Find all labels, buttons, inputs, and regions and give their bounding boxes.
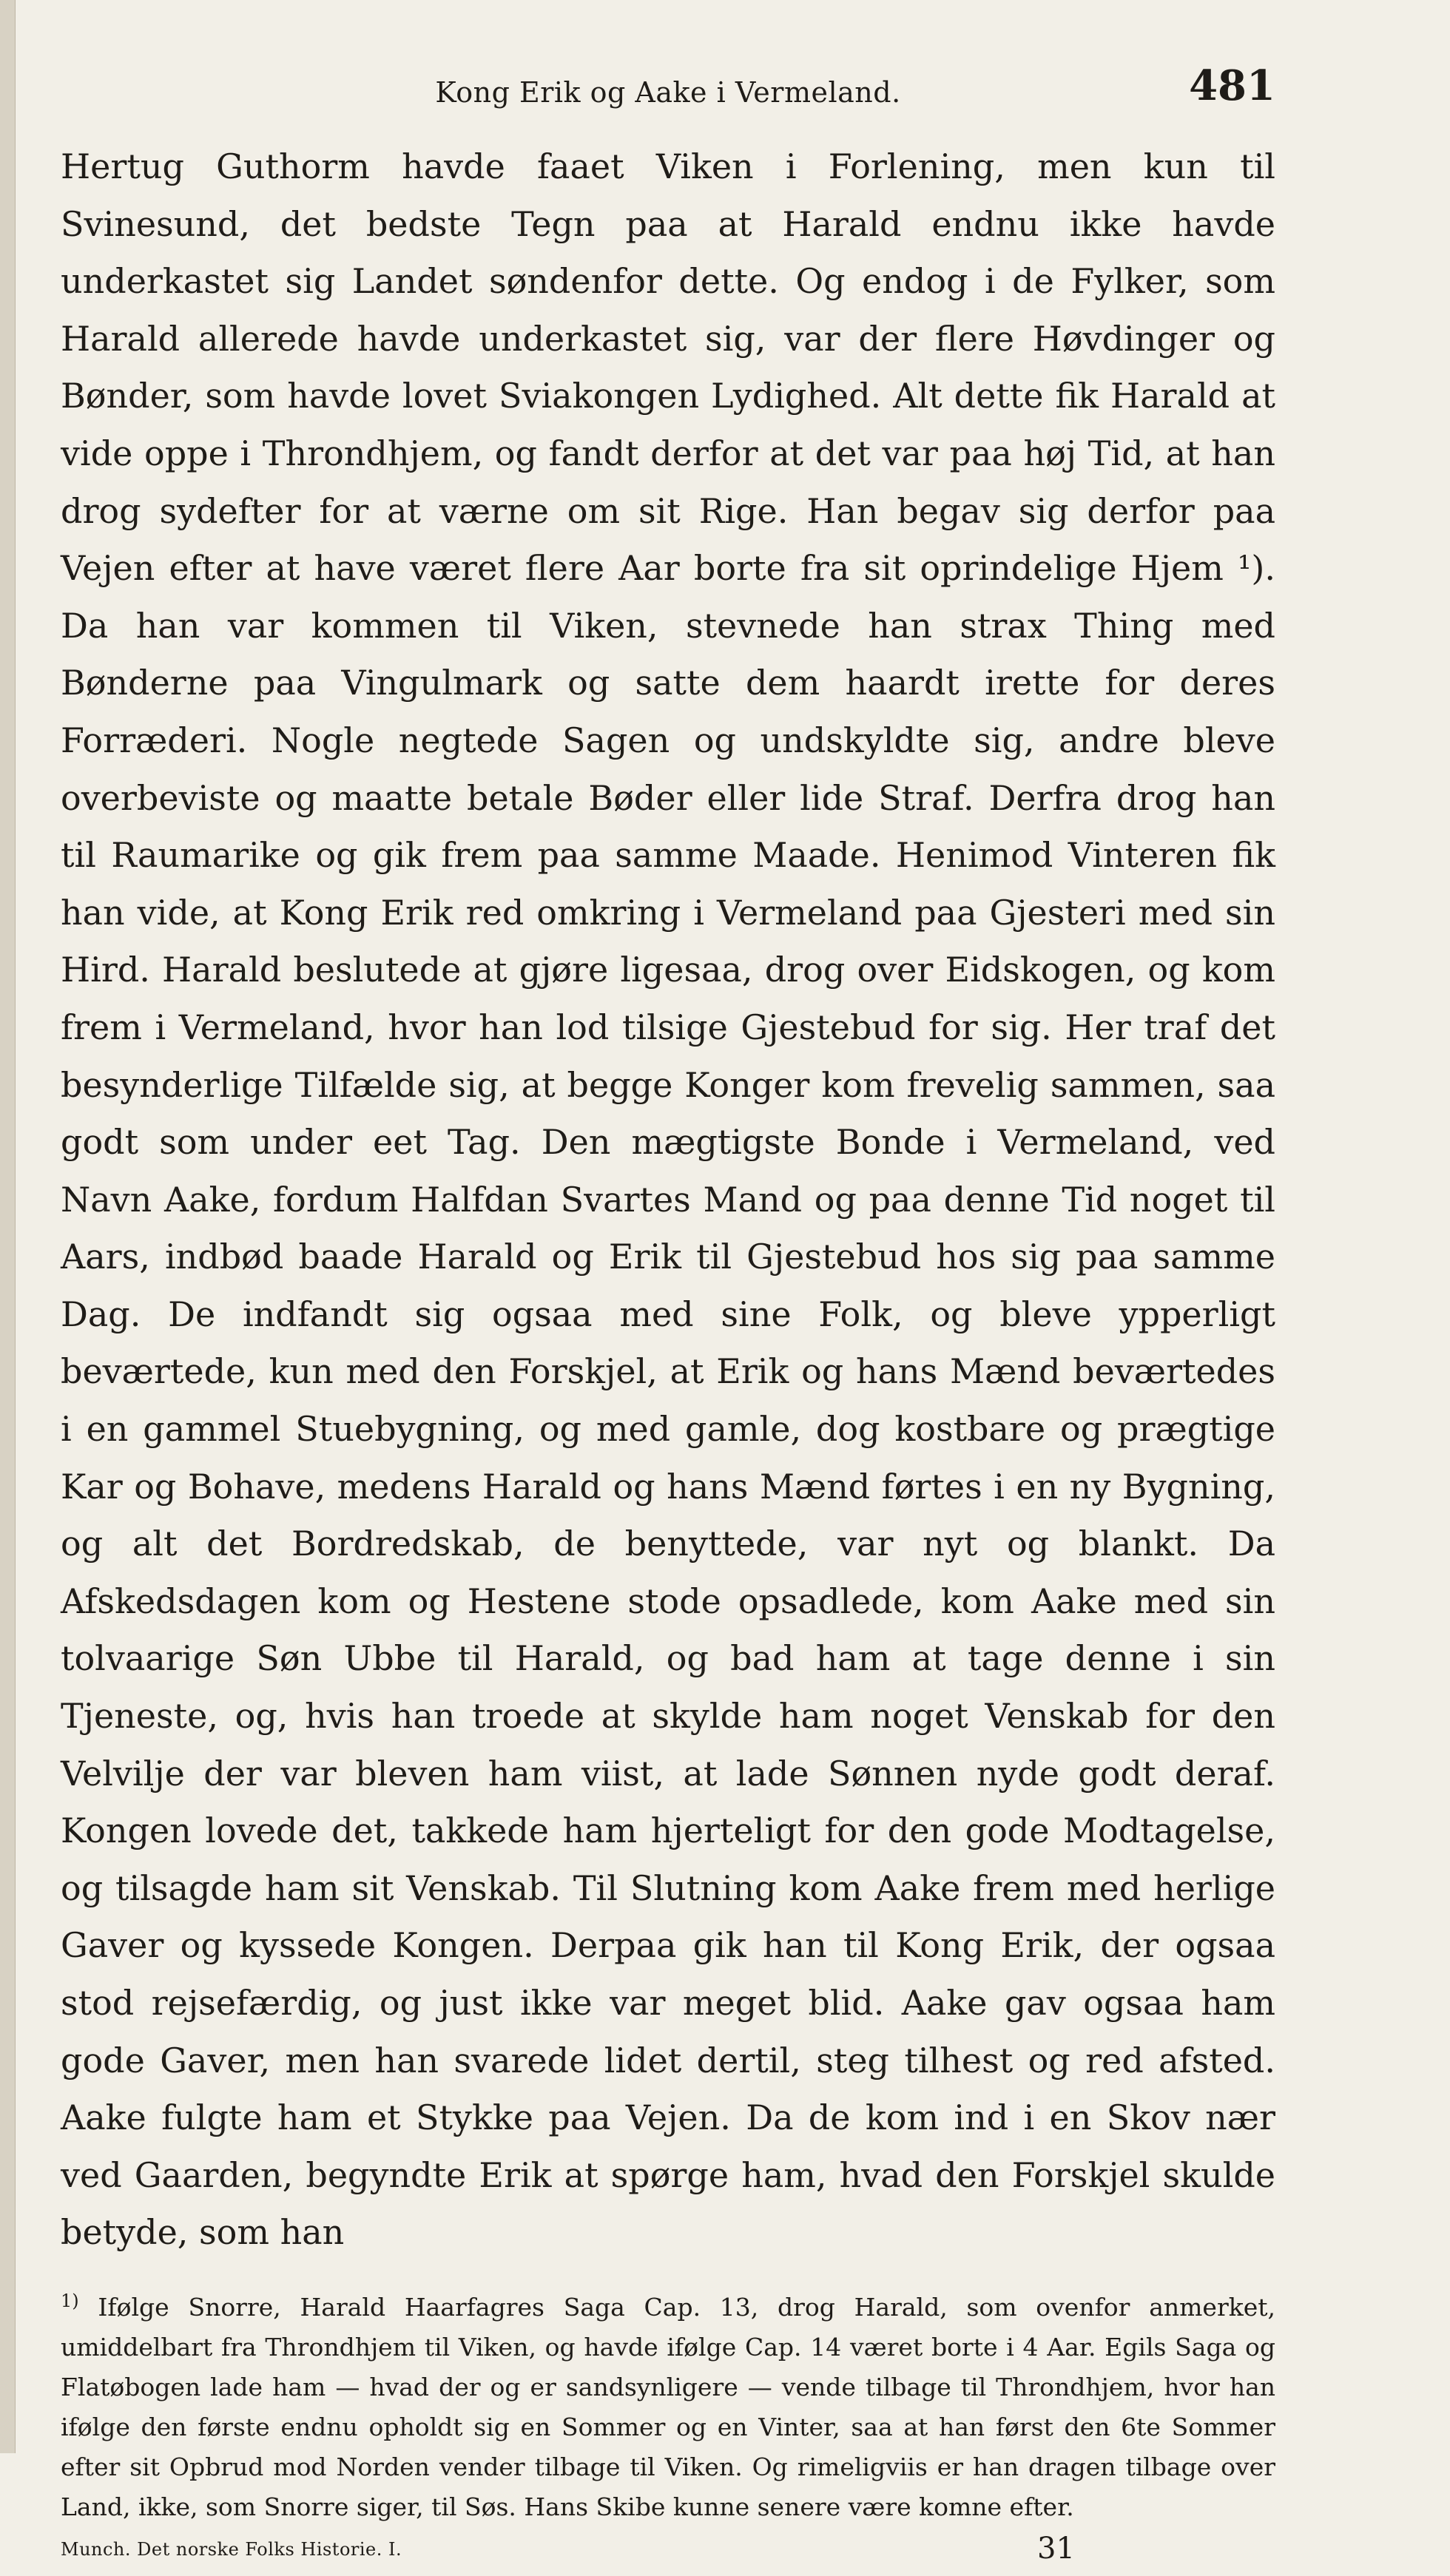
- footnote-marker: 1): [61, 2290, 79, 2311]
- sheet-number: 31: [1037, 2531, 1075, 2566]
- printer-signature: Munch. Det norske Folks Historie. I.: [61, 2538, 402, 2560]
- footnotes: [61, 2281, 1275, 2527]
- book-page: [61, 55, 1275, 2576]
- footnote: [61, 2281, 1275, 2527]
- page-number: 481: [1189, 61, 1275, 110]
- page-binding-edge: [0, 0, 16, 2453]
- page-header: [61, 55, 1275, 122]
- main-text: [61, 138, 1275, 2262]
- body-paragraph: Hertug Guthorm havde faaet Viken i Forlening, men kun til Svinesund, det bedste Tegn paa at Harald endnu ikke havde underkastet sig Landet søndenfor dette. Og endog i de Fylker, som Harald allerede havde underkastet sig, var der flere Høvdinger og Bønder, som havde lovet Sviakongen Lydighed. Alt dette fik Harald at vide oppe i Throndhjem, og fandt derfor at det var paa høj Tid, at han drog sydefter for at værne om sit Rige. Han begav sig derfor paa Vejen efter at have været flere Aar borte fra sit oprindelige Hjem ¹). Da han var kommen til Viken, stevnede han strax Thing med Bønderne paa Vingulmark og satte dem haardt irette for deres Forræderi. Nogle negtede Sagen og undskyldte sig, andre bleve overbeviste og maatte betale Bøder eller lide Straf. Derfra drog han til Raumarike og gik frem paa samme Maade. Henimod Vinteren fik han vide, at Kong Erik red omkring i Vermeland paa Gjesteri med sin Hird. Harald beslutede at gjøre ligesaa, drog over Eidskogen, og kom frem i Vermeland, hvor han lod tilsige Gjestebud for sig. Her traf det besynderlige Tilfælde sig, at begge Konger kom frevelig sammen, saa godt som under eet Tag. Den mægtigste Bonde i Vermeland, ved Navn Aake, fordum Halfdan Svartes Mand og paa denne Tid noget til Aars, indbød baade Harald og Erik til Gjestebud hos sig paa samme Dag. De indfandt sig ogsaa med sine Folk, og bleve ypperligt beværtede, kun med den Forskjel, at Erik og hans Mænd beværtedes i en gammel Stuebygning, og med gamle, dog kostbare og prægtige Kar og Bohave, medens Harald og hans Mænd førtes i en ny Bygning, og alt det Bordredskab, de benyttede, var nyt og blankt. Da Afskedsdagen kom og Hestene stode opsadlede, kom Aake med sin tolvaarige Søn Ubbe til Harald, og bad ham at tage denne i sin Tjeneste, og, hvis han troede at skylde ham noget Venskab for den Velvilje der var bleven ham viist, at lade Sønnen nyde godt deraf. Kongen lovede det, takkede ham hjerteligt for den gode Modtagelse, og tilsagde ham sit Venskab. Til Slutning kom Aake frem med herlige Gaver og kyssede Kongen. Derpaa gik han til Kong Erik, der ogsaa stod rejsefærdig, og just ikke var meget blid. Aake gav ogsaa ham gode Gaver, men han svarede lidet dertil, steg tilhest og red afsted. Aake fulgte ham et Stykke paa Vejen. Da de kom ind i en Skov nær ved Gaarden, begyndte Erik at spørge ham, hvad den Forskjel skulde betyde, som han: [61, 146, 1275, 2253]
- footnote-text: Ifølge Snorre, Harald Haarfagres Saga Cap. 13, drog Harald, som ovenfor anmerket, umiddelbart fra Throndhjem til Viken, og havde ifølge Cap. 14 været borte i 4 Aar. Egils Saga og Flatøbogen lade ham — hvad der og er sandsynligere — vende tilbage til Throndhjem, hvor han ifølge den første endnu opholdt sig en Sommer og en Vinter, saa at han først den 6te Sommer efter sit Opbrud mod Norden vender tilbage til Viken. Og rimeligviis er han dragen tilbage over Land, ikke, som Snorre siger, til Søs. Hans Skibe kunne senere være komne efter.: [61, 2292, 1275, 2521]
- running-head: Kong Erik og Aake i Vermeland.: [435, 76, 901, 109]
- signature-line: [61, 2532, 1275, 2576]
